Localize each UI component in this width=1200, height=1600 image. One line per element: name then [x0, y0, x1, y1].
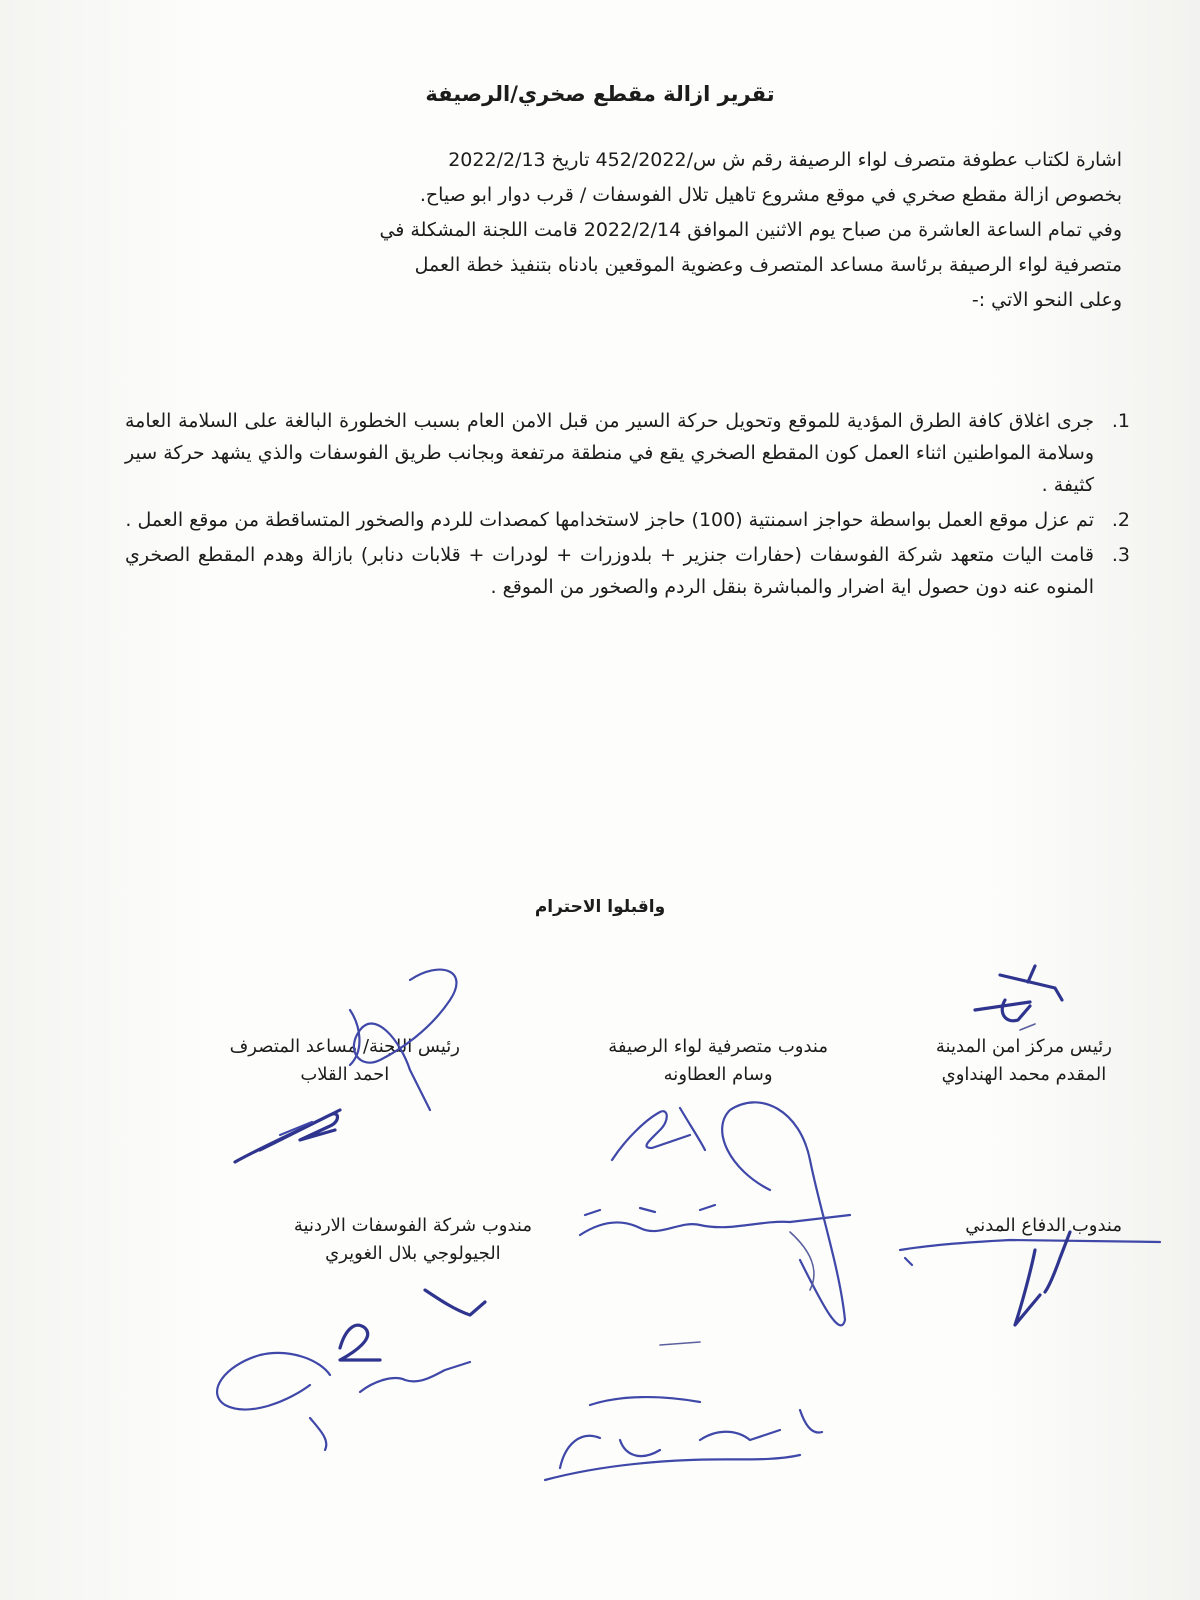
intro-line: متصرفية لواء الرصيفة برئاسة مساعد المتصرف وعضوية الموقعين بادناه بتنفيذ خطة العمل: [414, 254, 1122, 276]
signatory-name: وسام العطاونه: [663, 1064, 773, 1085]
signature-mark-2: [580, 1102, 850, 1325]
signatory-role: مندوب متصرفية لواء الرصيفة: [608, 1036, 828, 1057]
signatory-phosphate-rep: [294, 1212, 532, 1268]
signatory-name: المقدم محمد الهنداوي: [941, 1064, 1107, 1085]
intro-line: بخصوص ازالة مقطع صخري في موقع مشروع تاهيل تلال الفوسفات / قرب دوار ابو صياح.: [419, 184, 1122, 206]
signatory-role: مندوب شركة الفوسفات الاردنية: [293, 1215, 532, 1236]
item-number: 2.: [1111, 509, 1130, 531]
signatory-role: مندوب الدفاع المدني: [965, 1215, 1122, 1236]
intro-line: وفي تمام الساعة العاشرة من صباح يوم الاثنين الموافق 2022/2/14 قامت اللجنة المشكلة في: [379, 219, 1122, 241]
item-text: تم عزل موقع العمل بواسطة حواجز اسمنتية (100) حاجز لاستخدامها كمصدات للردم والصخور المتساقطة من موقع العمل .: [125, 509, 1094, 531]
intro-line: وعلى النحو الاتي :-: [971, 289, 1122, 311]
signatory-role: رئيس اللجنة/ مساعد المتصرف: [229, 1036, 460, 1057]
list-item: [125, 405, 1130, 501]
closing-line: واقبلوا الاحترام: [534, 897, 666, 917]
signature-mark-1: [975, 966, 1062, 1030]
signatory-governorate-rep: [608, 1033, 828, 1089]
signatory-role: رئيس مركز امن المدينة: [935, 1036, 1112, 1057]
item-number: 1.: [1111, 410, 1130, 432]
signatory-name: احمد القلاب: [300, 1064, 390, 1085]
actions-list: [125, 405, 1130, 606]
signatory-committee-head: [230, 1033, 460, 1089]
item-text: جرى اغلاق كافة الطرق المؤدية للموقع وتحويل حركة السير من قبل الامن العام بسبب الخطورة البالغة على السلامة العامة وسلامة المواطنين اثناء العمل كون المقطع الصخري يقع في منطقة مرتفعة وبجانب طريق الفوسفات والذي يشهد حركة سير كثيفة .: [125, 410, 1094, 496]
intro-paragraph: [122, 143, 1122, 318]
item-text: قامت اليات متعهد شركة الفوسفات (حفارات جنزير + بلدوزرات + لودرات + قلابات دنابر) بازالة وهدم المقطع الصخري المنوه عنه دون حصول اية اضرار والمباشرة بنقل الردم والصخور من الموقع .: [125, 544, 1094, 598]
signature-mark-5: [217, 1290, 485, 1450]
document-title: تقرير ازالة مقطع صخري/الرصيفة: [425, 82, 775, 106]
list-item: [125, 539, 1130, 603]
signatory-security-center: [936, 1033, 1112, 1089]
signatory-civil-defense: [965, 1212, 1122, 1240]
intro-line: اشارة لكتاب عطوفة متصرف لواء الرصيفة رقم ش س/452/2022 تاريخ 2022/2/13: [448, 149, 1122, 171]
list-item: [125, 504, 1130, 536]
signature-mark-6: [545, 1342, 822, 1480]
signature-mark-4: [900, 1232, 1160, 1325]
item-number: 3.: [1111, 544, 1130, 566]
signatory-name: الجيولوجي بلال الغويري: [325, 1243, 501, 1264]
